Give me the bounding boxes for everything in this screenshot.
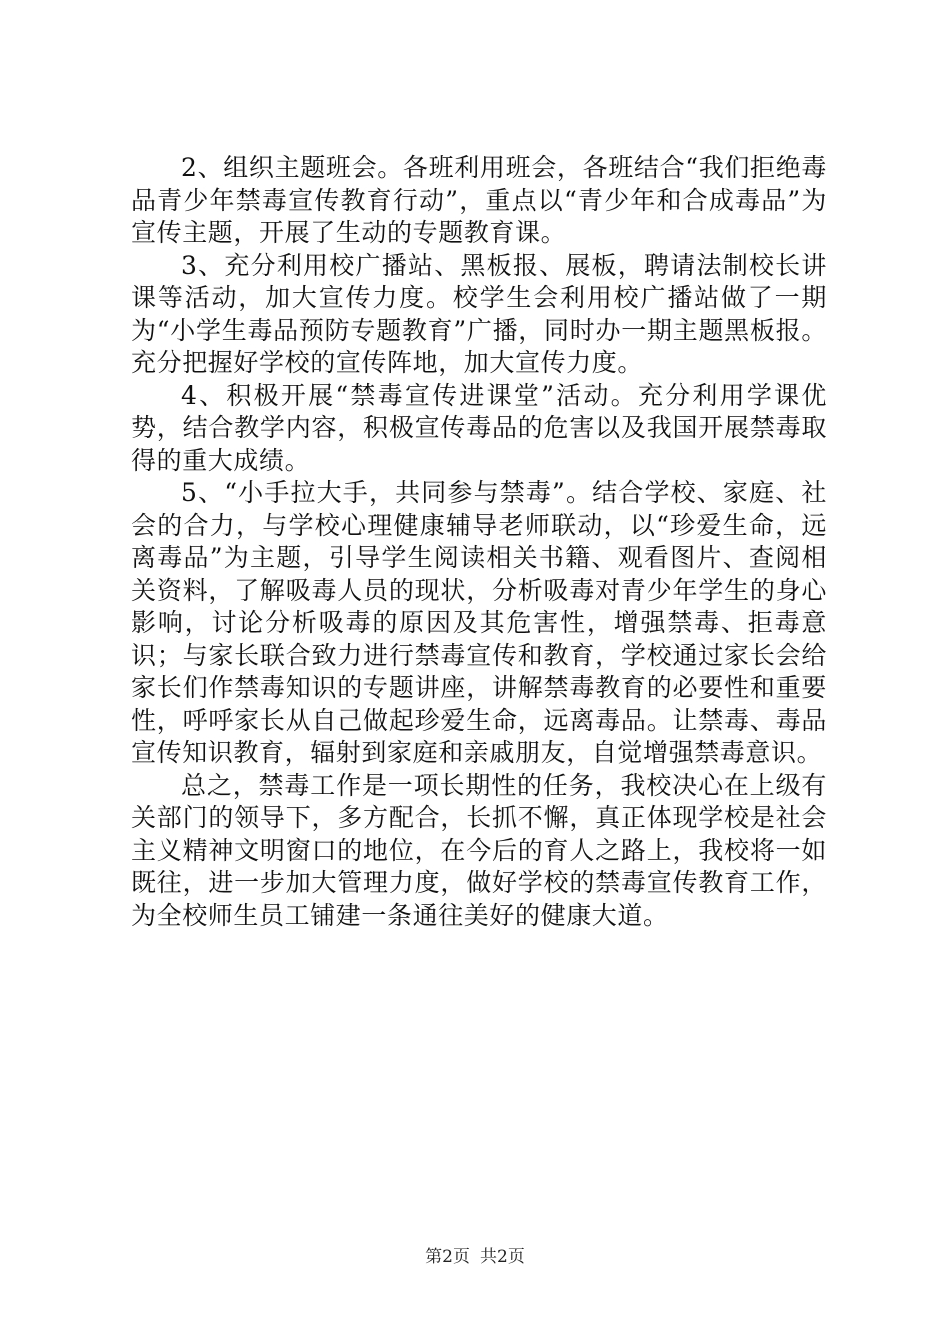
page-number: 第2页	[425, 1247, 470, 1267]
page-total: 共2页	[480, 1247, 525, 1267]
paragraph-classroom: 4、积极开展“禁毒宣传进课堂”活动。充分利用学课优势，结合教学内容，积极宣传毒品的危害以及我国开展禁毒取得的重大成绩。	[131, 380, 827, 475]
paragraph-broadcast: 3、充分利用校广播站、黑板报、展板，聘请法制校长讲课等活动，加大宣传力度。校学生会利用校广播站做了一期为“小学生毒品预防专题教育”广播，同时办一期主题黑板报。充分把握好学校的宣传阵地，加大宣传力度。	[131, 250, 827, 377]
paragraph-conclusion: 总之，禁毒工作是一项长期性的任务，我校决心在上级有关部门的领导下，多方配合，长抓不懈，真正体现学校是社会主义精神文明窗口的地位，在今后的育人之路上，我校将一如既往，进一步加大管理力度，做好学校的禁毒宣传教育工作，为全校师生员工铺建一条通往美好的健康大道。	[131, 770, 827, 930]
paragraph-family: 5、“小手拉大手，共同参与禁毒”。结合学校、家庭、社会的合力，与学校心理健康辅导老师联动，以“珍爱生命，远离毒品”为主题，引导学生阅读相关书籍、观看图片、查阅相关资料，了解吸毒人员的现状，分析吸毒对青少年学生的身心影响，讨论分析吸毒的原因及其危害性，增强禁毒、拒毒意识；与家长联合致力进行禁毒宣传和教育，学校通过家长会给家长们作禁毒知识的专题讲座，讲解禁毒教育的必要性和重要性，呼呼家长从自己做起珍爱生命，远离毒品。让禁毒、毒品宣传知识教育，辐射到家庭和亲戚朋友，自觉增强禁毒意识。	[131, 478, 827, 767]
page-footer	[0, 1246, 950, 1268]
paragraph-class-meeting: 2、组织主题班会。各班利用班会，各班结合“我们拒绝毒品青少年禁毒宣传教育行动”，重点以“青少年和合成毒品”为宣传主题，开展了生动的专题教育课。	[131, 153, 827, 247]
document-body	[131, 152, 827, 932]
